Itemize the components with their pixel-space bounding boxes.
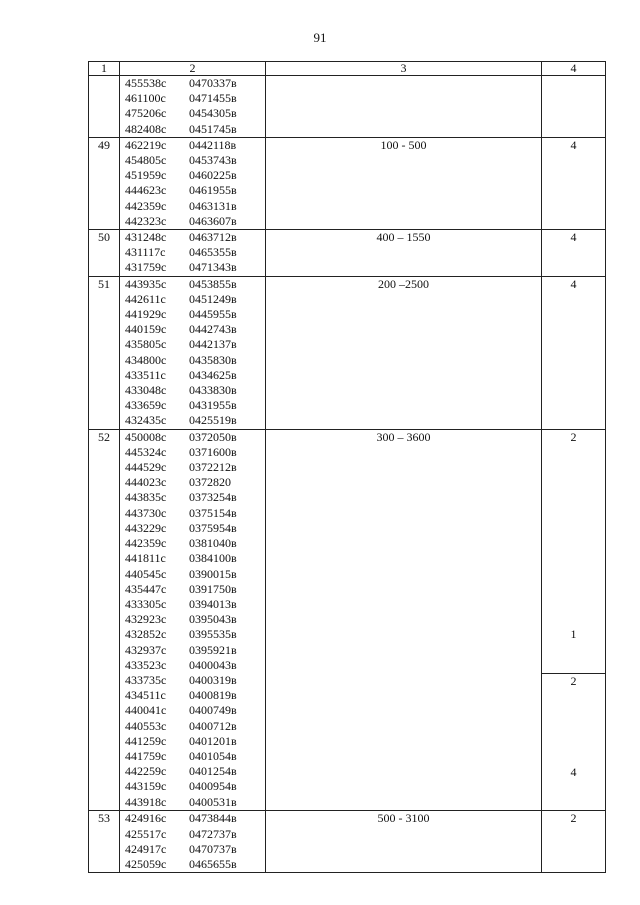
- latitude-value: 450008c: [125, 429, 167, 444]
- group-number: 53: [89, 811, 120, 873]
- longitude-value: 0451745в: [189, 121, 237, 136]
- coordinate-pair: [120, 827, 265, 842]
- latitude-value: 475206c: [125, 106, 167, 121]
- coordinate-pair: [120, 582, 265, 597]
- table-row: [89, 811, 606, 873]
- coordinate-pair: [120, 749, 265, 764]
- header-col-4: 4: [542, 62, 606, 76]
- longitude-value: 0400043в: [189, 657, 237, 672]
- coordinate-pair: [120, 277, 265, 292]
- coordinate-pair: [120, 106, 265, 121]
- latitude-value: 433305c: [125, 596, 167, 611]
- longitude-value: 0454305в: [189, 106, 237, 121]
- latitude-value: 442323c: [125, 213, 167, 228]
- longitude-value: 0453743в: [189, 153, 237, 168]
- table-row: [89, 429, 606, 811]
- latitude-value: 462219c: [125, 137, 167, 152]
- longitude-value: 0465655в: [189, 856, 237, 871]
- longitude-value: 0400954в: [189, 779, 237, 794]
- table-row: [89, 76, 606, 138]
- category-block-bottom: [542, 673, 605, 811]
- latitude-value: 433511c: [125, 367, 166, 382]
- coordinate-pair: [120, 811, 265, 826]
- latitude-value: 443730c: [125, 505, 167, 520]
- longitude-value: 0442137в: [189, 337, 237, 352]
- latitude-value: 444623c: [125, 183, 167, 198]
- category-line: [542, 689, 605, 704]
- depth-range: 400 – 1550: [266, 230, 542, 277]
- category-line: [542, 475, 605, 490]
- coordinate-pair: [120, 460, 265, 475]
- latitude-value: 432852c: [125, 627, 167, 642]
- longitude-value: 0434625в: [189, 367, 237, 382]
- coordinate-pair: [120, 260, 265, 275]
- category-value: 4: [542, 276, 606, 429]
- coordinate-list: [120, 276, 266, 429]
- longitude-value: 0445955в: [189, 307, 237, 322]
- coordinate-pair: [120, 214, 265, 229]
- longitude-value: 0400712в: [189, 718, 237, 733]
- category-value: 4: [542, 230, 606, 277]
- coordinate-pair: [120, 475, 265, 490]
- category-line: [542, 780, 605, 795]
- coordinate-pair: [120, 245, 265, 260]
- latitude-value: 441259c: [125, 733, 167, 748]
- coordinate-pair: [120, 430, 265, 445]
- coordinate-pair: [120, 398, 265, 413]
- latitude-value: 454805c: [125, 153, 167, 168]
- latitude-value: 432435c: [125, 413, 167, 428]
- latitude-value: 444529c: [125, 460, 167, 475]
- latitude-value: 441929c: [125, 307, 167, 322]
- latitude-value: 442611c: [125, 291, 166, 306]
- depth-range: 200 –2500: [266, 276, 542, 429]
- coordinate-pair: [120, 322, 265, 337]
- longitude-value: 0372820: [189, 475, 231, 490]
- coordinate-pair: [120, 490, 265, 505]
- longitude-value: 0373254в: [189, 490, 237, 505]
- longitude-value: 0384100в: [189, 551, 237, 566]
- category-line: [542, 612, 605, 627]
- latitude-value: 425059c: [125, 856, 167, 871]
- latitude-value: 461100c: [125, 91, 166, 106]
- category-line: [542, 795, 605, 810]
- coordinate-list: [120, 137, 266, 229]
- coordinate-pair: [120, 292, 265, 307]
- coordinate-pair: [120, 551, 265, 566]
- longitude-value: 0400819в: [189, 688, 237, 703]
- coordinate-pair: [120, 230, 265, 245]
- coordinate-pair: [120, 353, 265, 368]
- longitude-value: 0435830в: [189, 352, 237, 367]
- longitude-value: 0453855в: [189, 276, 237, 291]
- longitude-value: 0401201в: [189, 733, 237, 748]
- coordinate-pair: [120, 658, 265, 673]
- header-col-3: 3: [266, 62, 542, 76]
- coordinate-pair: [120, 153, 265, 168]
- group-number: 49: [89, 137, 120, 229]
- coordinate-pair: [120, 76, 265, 91]
- latitude-value: 443935c: [125, 276, 167, 291]
- table-row: [89, 137, 606, 229]
- coordinate-list: [120, 76, 266, 138]
- latitude-value: 440041c: [125, 703, 167, 718]
- longitude-value: 0442743в: [189, 322, 237, 337]
- coordinate-pair: [120, 719, 265, 734]
- coordinate-pair: [120, 138, 265, 153]
- coordinate-pair: [120, 857, 265, 872]
- page-number: 91: [313, 30, 327, 45]
- category-line: 1: [570, 627, 577, 642]
- longitude-value: 0400749в: [189, 703, 237, 718]
- coordinate-list: [120, 811, 266, 873]
- longitude-value: 0463712в: [189, 230, 237, 245]
- longitude-value: 0381040в: [189, 536, 237, 551]
- coordinate-pair: [120, 122, 265, 137]
- coordinate-pair: [120, 627, 265, 642]
- group-number: 52: [89, 429, 120, 811]
- table-body: [89, 76, 606, 873]
- latitude-value: 443159c: [125, 779, 167, 794]
- longitude-value: 0471455в: [189, 91, 237, 106]
- category-line: 2: [570, 429, 577, 444]
- latitude-value: 442259c: [125, 764, 167, 779]
- coordinate-pair: [120, 567, 265, 582]
- latitude-value: 455538c: [125, 76, 167, 90]
- coordinate-pair: [120, 597, 265, 612]
- coordinate-pair: [120, 91, 265, 106]
- group-number: 50: [89, 230, 120, 277]
- longitude-value: 0472737в: [189, 826, 237, 841]
- latitude-value: 442359c: [125, 198, 167, 213]
- category-line: [542, 521, 605, 536]
- latitude-value: 425517c: [125, 826, 167, 841]
- longitude-value: 0470737в: [189, 841, 237, 856]
- coordinate-pair: [120, 368, 265, 383]
- depth-range: 500 - 3100: [266, 811, 542, 873]
- coordinate-pair: [120, 612, 265, 627]
- category-line: [542, 704, 605, 719]
- longitude-value: 0442118в: [189, 137, 237, 152]
- category-line: [542, 445, 605, 460]
- group-number: 51: [89, 276, 120, 429]
- longitude-value: 0401054в: [189, 748, 237, 763]
- longitude-value: 0451249в: [189, 291, 237, 306]
- latitude-value: 431759c: [125, 260, 167, 275]
- category-line: [542, 490, 605, 505]
- longitude-value: 0372212в: [189, 460, 237, 475]
- category-line: [542, 582, 605, 597]
- longitude-value: 0390015в: [189, 566, 237, 581]
- latitude-value: 441759c: [125, 748, 167, 763]
- group-number: [89, 76, 120, 138]
- latitude-value: 433523c: [125, 657, 167, 672]
- category-line: [542, 506, 605, 521]
- coordinate-pair: [120, 779, 265, 794]
- longitude-value: 0463607в: [189, 213, 237, 228]
- latitude-value: 441811c: [125, 551, 166, 566]
- latitude-value: 443918c: [125, 794, 167, 809]
- category-line: [542, 551, 605, 566]
- longitude-value: 0375154в: [189, 505, 237, 520]
- latitude-value: 444023c: [125, 475, 167, 490]
- coordinate-pair: [120, 506, 265, 521]
- coordinate-pair: [120, 445, 265, 460]
- header-col-1: 1: [89, 62, 120, 76]
- category-line: [542, 460, 605, 475]
- latitude-value: 433659c: [125, 398, 167, 413]
- coordinate-pair: [120, 688, 265, 703]
- latitude-value: 445324c: [125, 444, 167, 459]
- latitude-value: 432923c: [125, 612, 167, 627]
- coordinate-pair: [120, 795, 265, 810]
- latitude-value: 443229c: [125, 520, 167, 535]
- coordinate-pair: [120, 842, 265, 857]
- longitude-value: 0395921в: [189, 642, 237, 657]
- coordinate-pair: [120, 383, 265, 398]
- longitude-value: 0460225в: [189, 168, 237, 183]
- depth-range: [266, 76, 542, 138]
- longitude-value: 0395043в: [189, 612, 237, 627]
- latitude-value: 434511c: [125, 688, 166, 703]
- longitude-value: 0371600в: [189, 444, 237, 459]
- longitude-value: 0473844в: [189, 811, 237, 826]
- latitude-value: 434800c: [125, 352, 167, 367]
- category-line: 4: [570, 764, 577, 779]
- category-line: [542, 734, 605, 749]
- coordinate-pair: [120, 307, 265, 322]
- longitude-value: 0400319в: [189, 672, 237, 687]
- table-row: [89, 276, 606, 429]
- table-header-row: [89, 62, 606, 76]
- longitude-value: 0425519в: [189, 413, 237, 428]
- category-value: [542, 429, 606, 811]
- longitude-value: 0463131в: [189, 198, 237, 213]
- depth-range: 100 - 500: [266, 137, 542, 229]
- coordinate-list: [120, 429, 266, 811]
- depth-range: 300 – 3600: [266, 429, 542, 811]
- coordinate-list: [120, 230, 266, 277]
- category-block-top: [542, 430, 605, 673]
- latitude-value: 433048c: [125, 383, 167, 398]
- latitude-value: 451959c: [125, 168, 167, 183]
- latitude-value: 440159c: [125, 322, 167, 337]
- coordinate-pair: [120, 643, 265, 658]
- longitude-value: 0470337в: [189, 76, 237, 90]
- longitude-value: 0394013в: [189, 596, 237, 611]
- longitude-value: 0471343в: [189, 260, 237, 275]
- longitude-value: 0401254в: [189, 764, 237, 779]
- latitude-value: 440545c: [125, 566, 167, 581]
- longitude-value: 0465355в: [189, 245, 237, 260]
- coordinate-pair: [120, 199, 265, 214]
- coordinates-table: [88, 61, 606, 873]
- longitude-value: 0431955в: [189, 398, 237, 413]
- coordinate-pair: [120, 521, 265, 536]
- coordinate-pair: [120, 413, 265, 428]
- coordinate-pair: [120, 337, 265, 352]
- category-line: [542, 657, 605, 672]
- latitude-value: 440553c: [125, 718, 167, 733]
- table-row: [89, 230, 606, 277]
- longitude-value: 0400531в: [189, 794, 237, 809]
- category-line: [542, 536, 605, 551]
- latitude-value: 435447c: [125, 581, 167, 596]
- latitude-value: 435805c: [125, 337, 167, 352]
- coordinate-pair: [120, 168, 265, 183]
- coordinate-pair: [120, 536, 265, 551]
- coordinate-pair: [120, 673, 265, 688]
- latitude-value: 431117c: [125, 245, 166, 260]
- longitude-value: 0391750в: [189, 581, 237, 596]
- coordinate-pair: [120, 734, 265, 749]
- coordinate-pair: [120, 183, 265, 198]
- category-line: [542, 566, 605, 581]
- coordinate-pair: [120, 764, 265, 779]
- category-value: 2: [542, 811, 606, 873]
- latitude-value: 424917c: [125, 841, 167, 856]
- category-line: [542, 719, 605, 734]
- latitude-value: 433735c: [125, 672, 167, 687]
- latitude-value: 442359c: [125, 536, 167, 551]
- category-value: 4: [542, 137, 606, 229]
- coordinate-pair: [120, 703, 265, 718]
- category-line: 2: [570, 673, 577, 688]
- header-col-2: 2: [120, 62, 266, 76]
- latitude-value: 424916c: [125, 811, 167, 826]
- longitude-value: 0395535в: [189, 627, 237, 642]
- longitude-value: 0375954в: [189, 520, 237, 535]
- category-line: [542, 597, 605, 612]
- latitude-value: 431248c: [125, 230, 167, 245]
- category-value: [542, 76, 606, 138]
- latitude-value: 482408c: [125, 121, 167, 136]
- latitude-value: 443835c: [125, 490, 167, 505]
- longitude-value: 0461955в: [189, 183, 237, 198]
- category-line: [542, 750, 605, 765]
- category-line: [542, 642, 605, 657]
- longitude-value: 0372050в: [189, 429, 237, 444]
- latitude-value: 432937c: [125, 642, 167, 657]
- longitude-value: 0433830в: [189, 383, 237, 398]
